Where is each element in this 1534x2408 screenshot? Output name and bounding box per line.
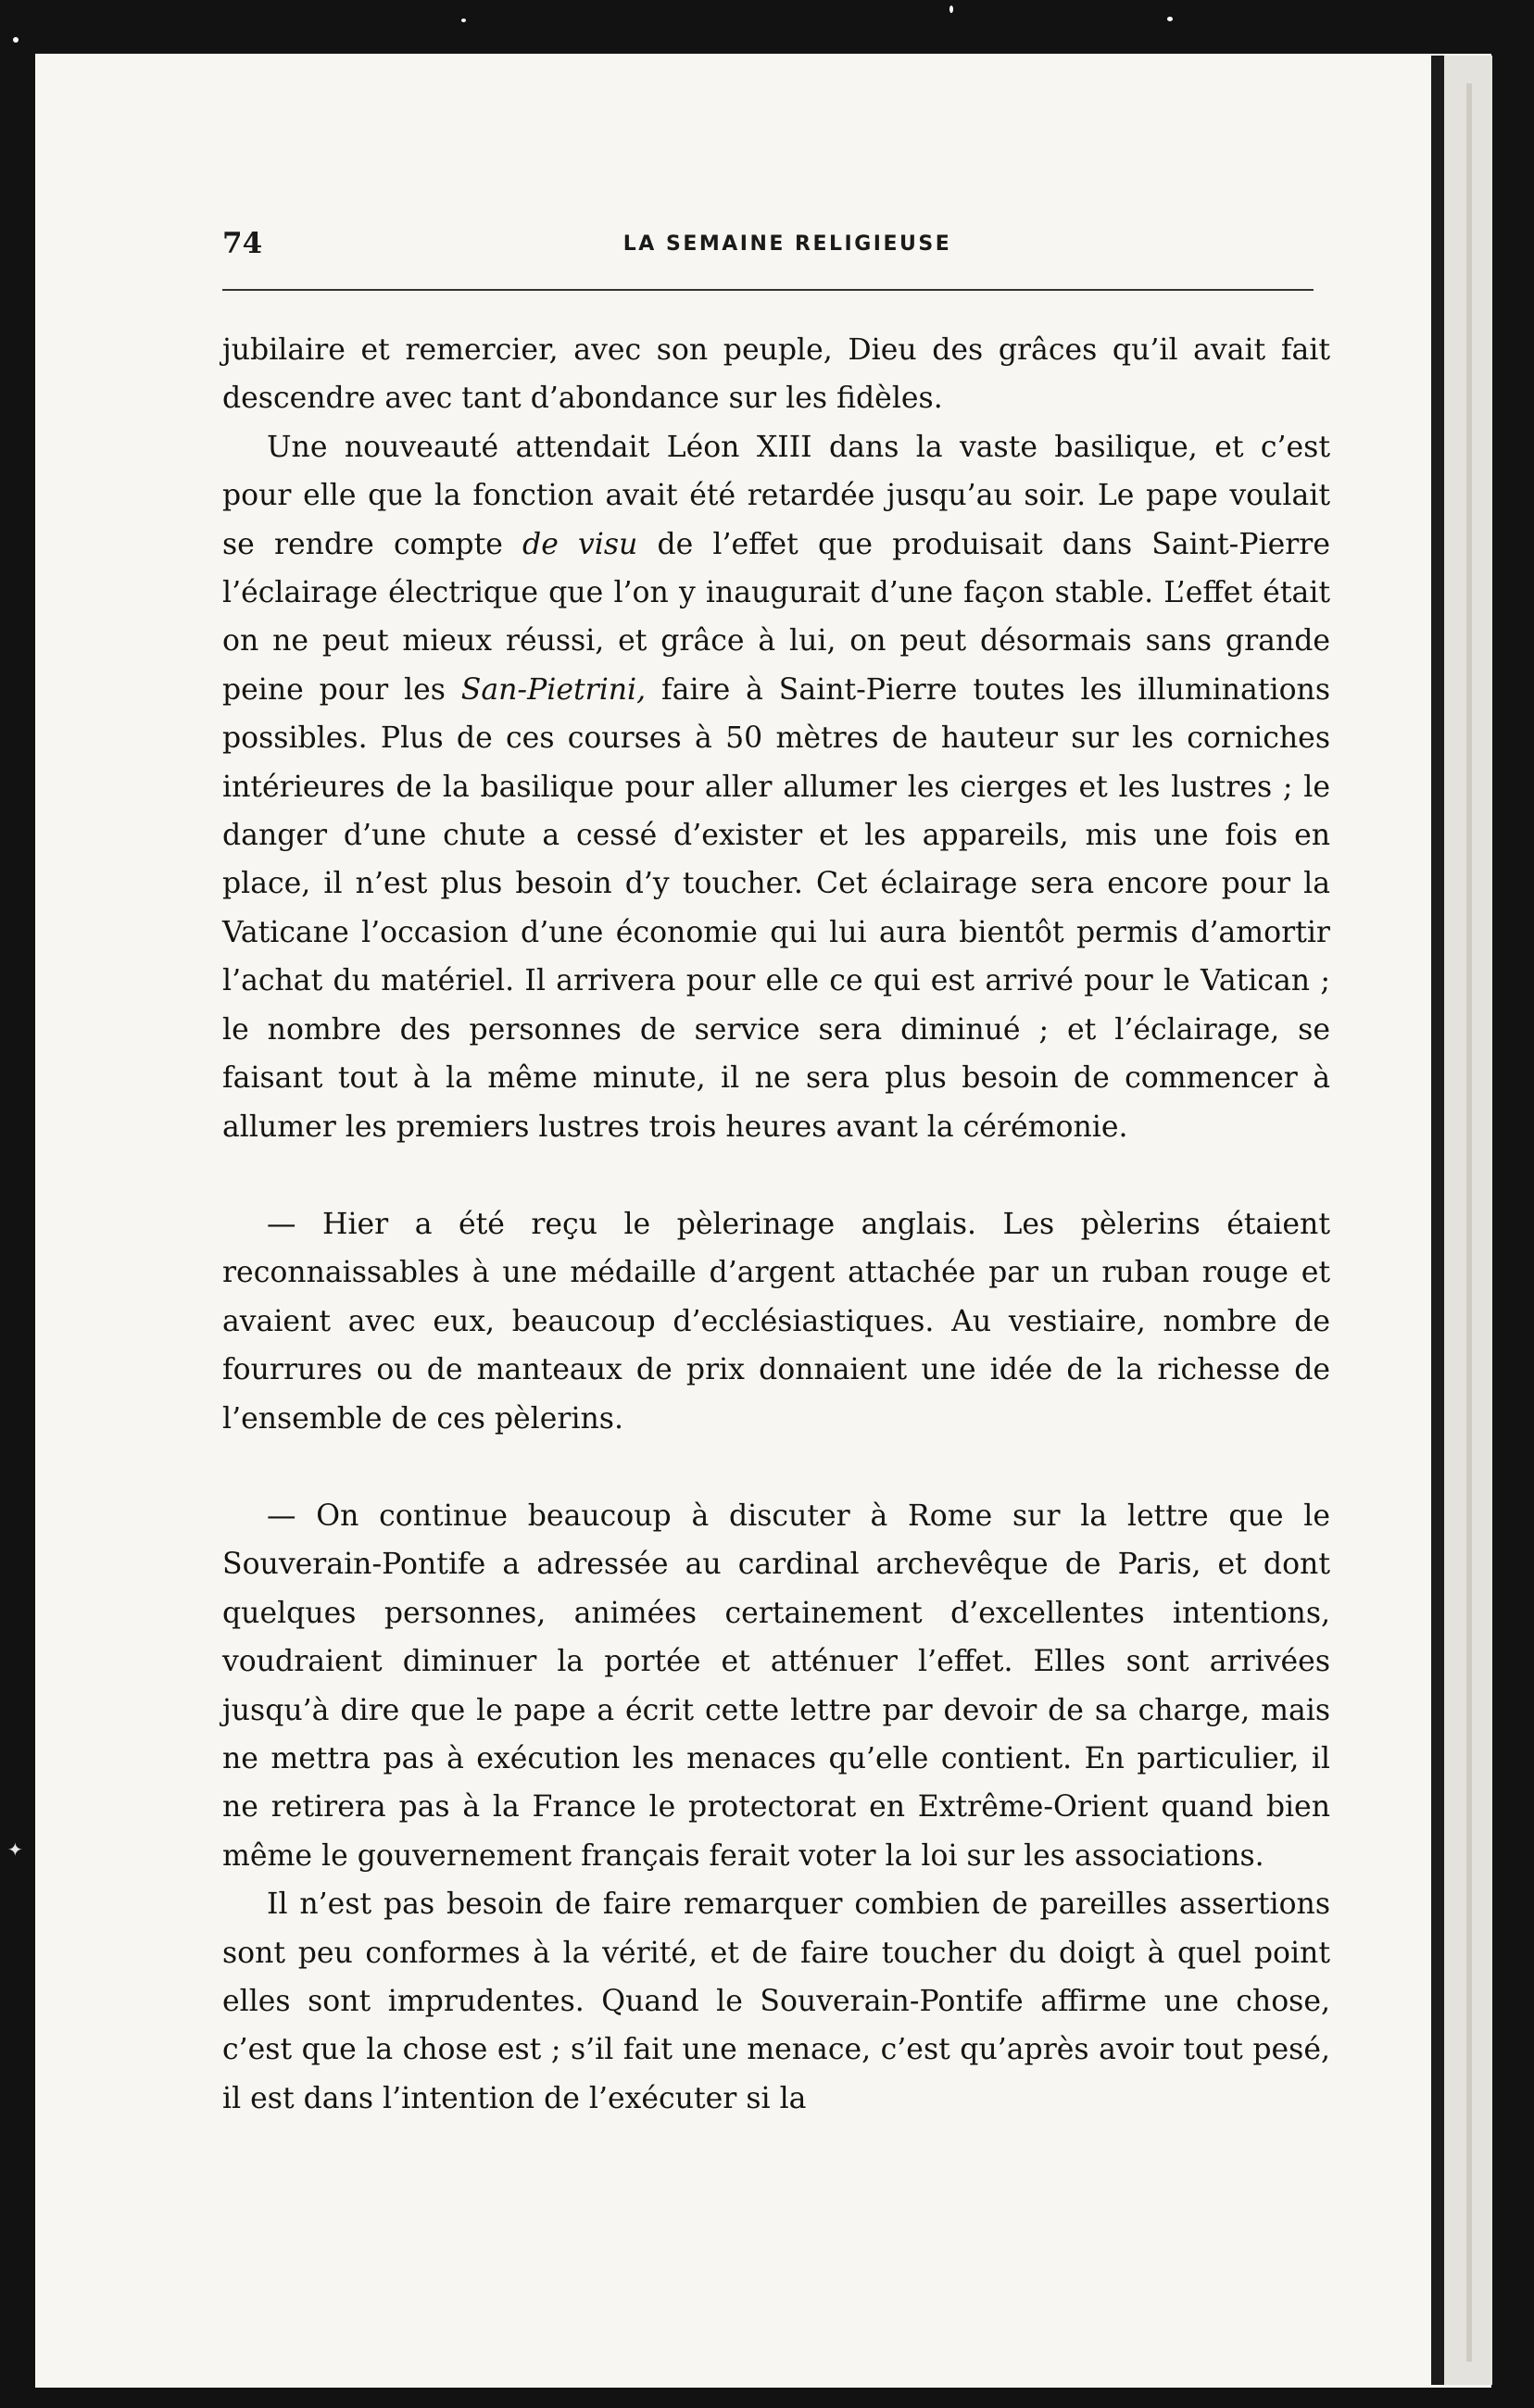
paragraph-text: de l’effet que produisait dans Saint-Pierre l’éclairage électrique que l’on y inaugurait d’une façon stable. L’effet était on ne peut mieux réussi, et grâce à lui, on peut désormais sans grande peine pour les <box>222 527 1330 707</box>
paragraph <box>222 326 1330 423</box>
scan-speck <box>1167 17 1173 21</box>
page-header <box>222 227 1314 264</box>
paragraph-text: Une nouveauté attendait Léon XIII dans la vaste basilique, et c’est pour elle que la fonction avait été retardée jusqu’au soir. Le pape voulait se rendre compte <box>222 430 1330 561</box>
page-gutter-shadow <box>1431 56 1444 2385</box>
scan-speck <box>461 19 466 22</box>
paragraph-text: — On continue beaucoup à discuter à Rome sur la lettre que le Souverain-Pontife a adressée au cardinal archevêque de Paris, et dont quelques personnes, animées certainement d’excellentes intentions, voudraient diminuer la portée et atténuer l’effet. Elles sont arrivées jusqu’à dire que le pape a écrit cette lettre par devoir de sa charge, mais ne mettra pas à exécution les menaces qu’elle contient. En particulier, il ne retirera pas à la France le protectorat en Extrême-Orient quand bien même le gouvernement français ferait voter la loi sur les associations. <box>222 1499 1330 1873</box>
running-title: LA SEMAINE RELIGIEUSE <box>622 232 952 256</box>
page-number: 74 <box>222 227 263 260</box>
paragraph <box>222 1880 1330 2123</box>
paragraph-text: — Hier a été reçu le pèlerinage anglais. Les pèlerins étaient reconnaissables à une médaille d’argent attachée par un ruban rouge et avaient avec eux, beaucoup d’ecclésiastiques. Au vestiaire, nombre de fourrures ou de manteaux de prix donnaient une idée de la richesse de l’ensemble de ces pèlerins. <box>222 1207 1330 1436</box>
paragraph-text: faire à Saint-Pierre toutes les illuminations possibles. Plus de ces courses à 50 mètres de hauteur sur les corniches intérieures de la basilique pour aller allumer les cierges et les lustres ; le danger d’une chute a cessé d’exister et les appareils, mis une fois en place, il n’est plus besoin d’y toucher. Cet éclairage sera encore pour la Vaticane l’occasion d’une économie qui lui aura bientôt permis d’amortir l’achat du matériel. Il arrivera pour elle ce qui est arrivé pour le Vatican ; le nombre des personnes de service sera diminué ; et l’éclairage, se faisant tout à la même minute, il ne sera plus besoin de commencer à allumer les premiers lustres trois heures avant la cérémonie. <box>222 672 1330 1144</box>
paragraph <box>222 1200 1330 1443</box>
paragraph-text: Il n’est pas besoin de faire remarquer combien de pareilles assertions sont peu conformes à la vérité, et de faire toucher du doigt à quel point elles sont imprudentes. Quand le Souverain-Pontife affirme une chose, c’est que la chose est ; s’il fait une menace, c’est qu’après avoir tout pesé, il est dans l’intention de l’exécuter si la <box>222 1888 1330 2115</box>
body-text <box>222 326 1330 2123</box>
page-edge-line <box>1466 83 1472 2362</box>
header-rule <box>222 289 1314 291</box>
paragraph-text: jubilaire et remercier, avec son peuple, Dieu des grâces qu’il avait fait descendre avec tant d’abondance sur les fidèles. <box>222 333 1330 416</box>
italic-phrase: San-Pietrini, <box>460 672 647 707</box>
scan-speck <box>13 37 19 43</box>
paragraph <box>222 423 1330 1151</box>
scan-mark-icon: ✦ <box>7 1838 23 1861</box>
italic-phrase: de visu <box>522 527 638 561</box>
paragraph <box>222 1492 1330 1880</box>
scan-speck <box>949 6 953 13</box>
